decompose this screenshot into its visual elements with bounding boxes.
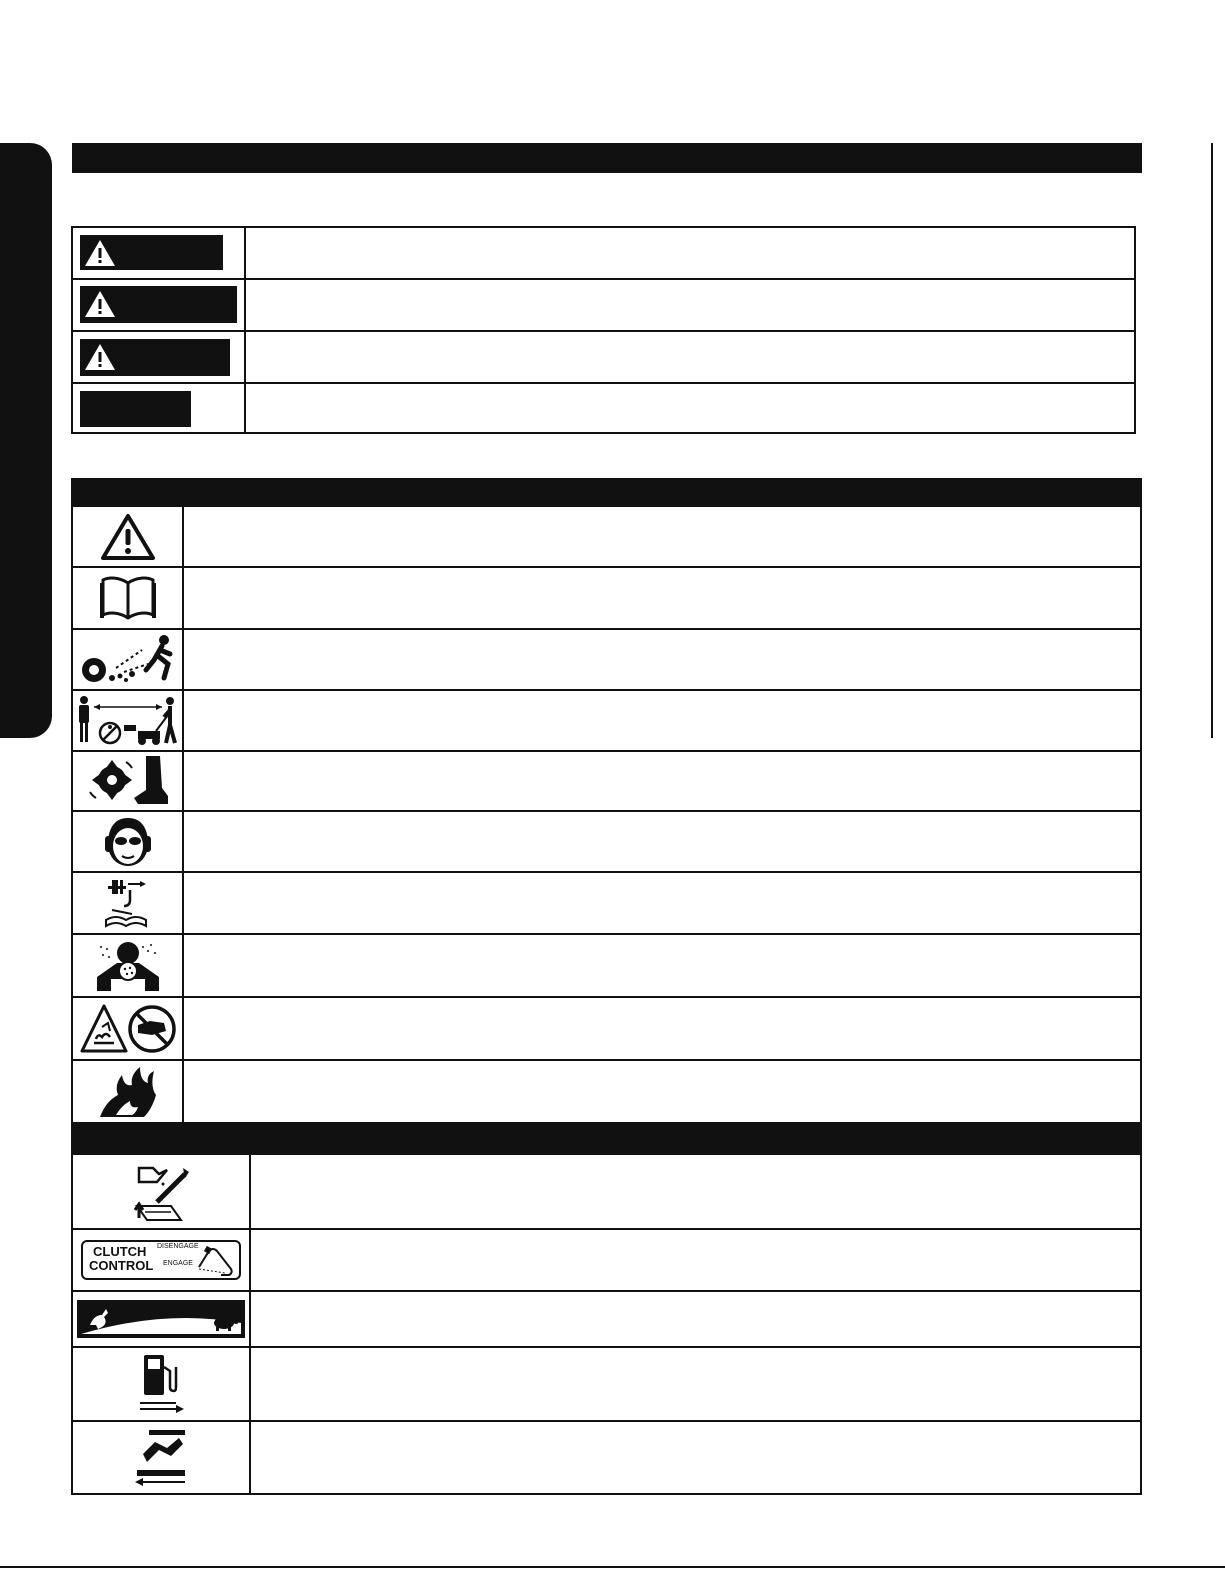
control-description	[251, 1348, 1140, 1420]
symbol-description	[184, 873, 1140, 933]
symbol-description	[184, 507, 1140, 566]
control-row	[73, 1230, 1140, 1292]
symbol-description	[184, 691, 1140, 750]
safety-alert-icon	[100, 513, 156, 561]
oil-check-icon	[131, 1162, 191, 1222]
symbol-icon-cell	[73, 1061, 184, 1122]
control-icon-cell	[73, 1155, 251, 1228]
control-icon-cell	[73, 1292, 251, 1346]
fuel-on-icon	[136, 1353, 186, 1415]
control-icon-cell	[73, 1422, 251, 1493]
clutch-label-line1: CLUTCH	[93, 1244, 147, 1259]
symbol-row	[73, 507, 1140, 568]
symbols-table	[71, 478, 1142, 1495]
symbol-row	[73, 691, 1140, 752]
symbol-icon-cell	[73, 935, 184, 996]
signal-word-row	[73, 280, 1134, 332]
throttle-fast-slow-icon	[76, 1299, 246, 1339]
fuel-off-icon	[133, 1428, 189, 1488]
symbol-description	[184, 1061, 1140, 1122]
symbol-row	[73, 1061, 1140, 1124]
danger-badge	[80, 235, 223, 270]
hot-surface-no-touch-icon	[80, 1003, 176, 1055]
symbol-description	[184, 935, 1140, 996]
symbol-icon-cell	[73, 998, 184, 1059]
clutch-label-line2: CONTROL	[89, 1258, 154, 1273]
symbol-icon-cell	[73, 873, 184, 933]
clutch-control-icon	[81, 1240, 241, 1280]
symbol-row	[73, 935, 1140, 998]
section-side-tab	[0, 143, 52, 738]
symbols-table-header	[73, 480, 1140, 507]
caution-badge	[80, 339, 230, 376]
control-description	[251, 1155, 1140, 1228]
symbol-row	[73, 630, 1140, 691]
symbol-description	[184, 998, 1140, 1059]
operator-manual-icon	[99, 575, 157, 621]
signal-word-row	[73, 332, 1134, 384]
symbol-row	[73, 568, 1140, 630]
control-icon-cell	[73, 1230, 251, 1290]
page-bottom-rule	[0, 1566, 1225, 1568]
control-description	[251, 1292, 1140, 1346]
eye-ear-protection-icon	[104, 816, 152, 868]
symbol-row	[73, 812, 1140, 873]
control-row	[73, 1292, 1140, 1348]
control-row	[73, 1348, 1140, 1422]
controls-table-header	[73, 1124, 1140, 1155]
symbol-description	[184, 812, 1140, 871]
symbol-description	[184, 752, 1140, 810]
symbol-row	[73, 873, 1140, 935]
signal-word-row	[73, 228, 1134, 280]
control-row	[73, 1155, 1140, 1230]
page-title-bar	[72, 143, 1142, 173]
control-description	[251, 1230, 1140, 1290]
clutch-disengage-label: DISENGAGE	[157, 1243, 199, 1250]
symbol-icon-cell	[73, 568, 184, 628]
fire-hazard-icon	[96, 1065, 160, 1119]
control-icon-cell	[73, 1348, 251, 1420]
alert-icon	[83, 342, 117, 372]
control-description	[251, 1422, 1140, 1493]
symbol-description	[184, 630, 1140, 689]
symbol-icon-cell	[73, 691, 184, 750]
symbol-row	[73, 998, 1140, 1061]
dust-mask-icon	[93, 939, 163, 993]
symbol-icon-cell	[73, 752, 184, 810]
symbol-icon-cell	[73, 507, 184, 566]
symbol-description	[184, 568, 1140, 628]
symbol-icon-cell	[73, 630, 184, 689]
signal-words-table	[71, 226, 1136, 434]
symbol-icon-cell	[73, 812, 184, 871]
keep-bystanders-away-icon	[76, 695, 180, 747]
thrown-objects-icon	[80, 634, 176, 686]
rotating-blade-foot-icon	[86, 754, 170, 808]
clutch-lever-icon	[195, 1243, 239, 1277]
remove-key-read-manual-icon	[102, 876, 154, 930]
control-row	[73, 1422, 1140, 1493]
alert-icon	[83, 238, 117, 268]
alert-icon	[83, 289, 117, 319]
warning-badge	[80, 286, 237, 323]
symbol-row	[73, 752, 1140, 812]
notice-badge	[80, 391, 191, 427]
signal-word-row	[73, 384, 1134, 432]
right-margin-rule	[1211, 143, 1213, 738]
clutch-engage-label: ENGAGE	[163, 1260, 193, 1267]
